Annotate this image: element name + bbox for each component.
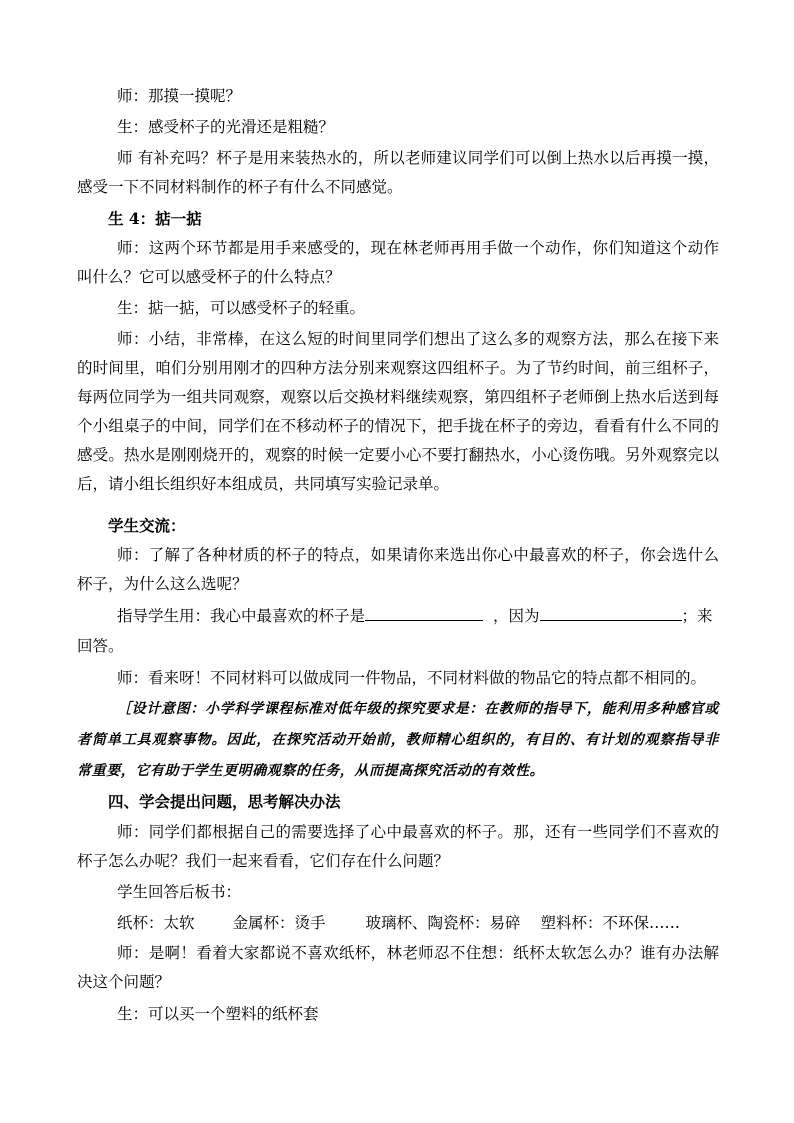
line-student-weigh: 生：掂一掂，可以感受杯子的轻重。 [117,299,366,317]
guide-suffix: ；来 [681,607,713,625]
line-cup-problems [77,909,719,938]
line-teacher-materials: 师：看来呀！不同材料可以做成同一件物品，不同材料做的物品它的特点都不相同的。 [117,669,707,687]
line-student-weigh-heading: 生 4：掂一掂 [108,209,202,228]
problem-paper-cup: 纸杯：太软 [117,914,195,932]
problem-plastic-cup: 塑料杯：不环保…… [540,914,681,932]
line-teacher-touch: 师：那摸一摸呢？ [117,87,242,105]
fill-blank-favorite [365,604,483,621]
paragraph-teacher-favorite: 师：了解了各种材质的杯子的特点，如果请你来选出你心中最喜欢的杯子，你会选什么杯子，为什么这么选呢？ [77,546,719,593]
guide-because: ，因为 [493,607,540,625]
line-guide-answer: 回答。 [77,637,124,655]
paragraph-teacher-dislike: 师：同学们都根据自己的需要选择了心中最喜欢的杯子。那，还有一些同学们不喜欢的杯子怎么办呢？我们一起来看看，它们存在什么问题？ [77,823,719,870]
paragraph-teacher-action: 师：这两个环节都是用手来感受的，现在林老师再用手做一个动作，你们知道这个动作叫什么？它可以感受杯子的什么特点？ [77,239,719,286]
line-student-exchange: 学生交流： [108,516,186,535]
paragraph-teacher-supplement: 师 有补充吗？杯子是用来装热水的，所以老师建议同学们可以倒上热水以后再摸一摸，感受一下不同材料制作的杯子有什么不同感觉。 [77,149,719,196]
design-intent: ［设计意图：小学科学课程标准对低年级的探究要求是：在教师的指导下，能利用多种感官或者简单工具观察事物。因此，在探究活动开始前，教师精心组织的，有目的、有计划的观察指导非常重要，它有助于学生更明确观察的任务，从而提高探究活动的有效性。 [77,701,719,779]
guide-prefix: 指导学生用：我心中最喜欢的杯子是 [117,607,366,625]
section-heading-problem: 四、学会提出问题，思考解决办法 [108,792,341,811]
line-board-writing: 学生回答后板书： [117,883,242,901]
fill-blank-reason [540,604,682,621]
problem-glass-cup: 玻璃杯、陶瓷杯：易碎 [365,914,521,932]
paragraph-teacher-paper-cup: 师：是啊！看着大家都说不喜欢纸杯，林老师忍不住想：纸杯太软怎么办？谁有办法解决这个问题？ [77,944,719,991]
line-student-smooth: 生：感受杯子的光滑还是粗糙？ [117,118,335,136]
line-student-sleeve: 生：可以买一个塑料的纸杯套 [117,1005,319,1023]
line-guide-sentence [77,602,719,631]
problem-metal-cup: 金属杯：烫手 [232,914,326,932]
paragraph-teacher-summary: 师：小结，非常棒，在这么短的时间里同学们想出了这么多的观察方法，那么在接下来的时间里，咱们分别用刚才的四种方法分别来观察这四组杯子。为了节约时间，前三组杯子，每两位同学为一组共同观察，观察以后交换材料继续观察，第四组杯子老师倒上热水后送到每个小组桌子的中间，同学们在不移动杯子的情况下，把手拢在杯子的旁边，看看有什么不同的感受。热水是刚刚烧开的，观察的时候一定要小心不要打翻热水，小心烫伤哦。另外观察完以后，请小组长组织好本组成员，共同填写实验记录单。 [77,330,719,493]
